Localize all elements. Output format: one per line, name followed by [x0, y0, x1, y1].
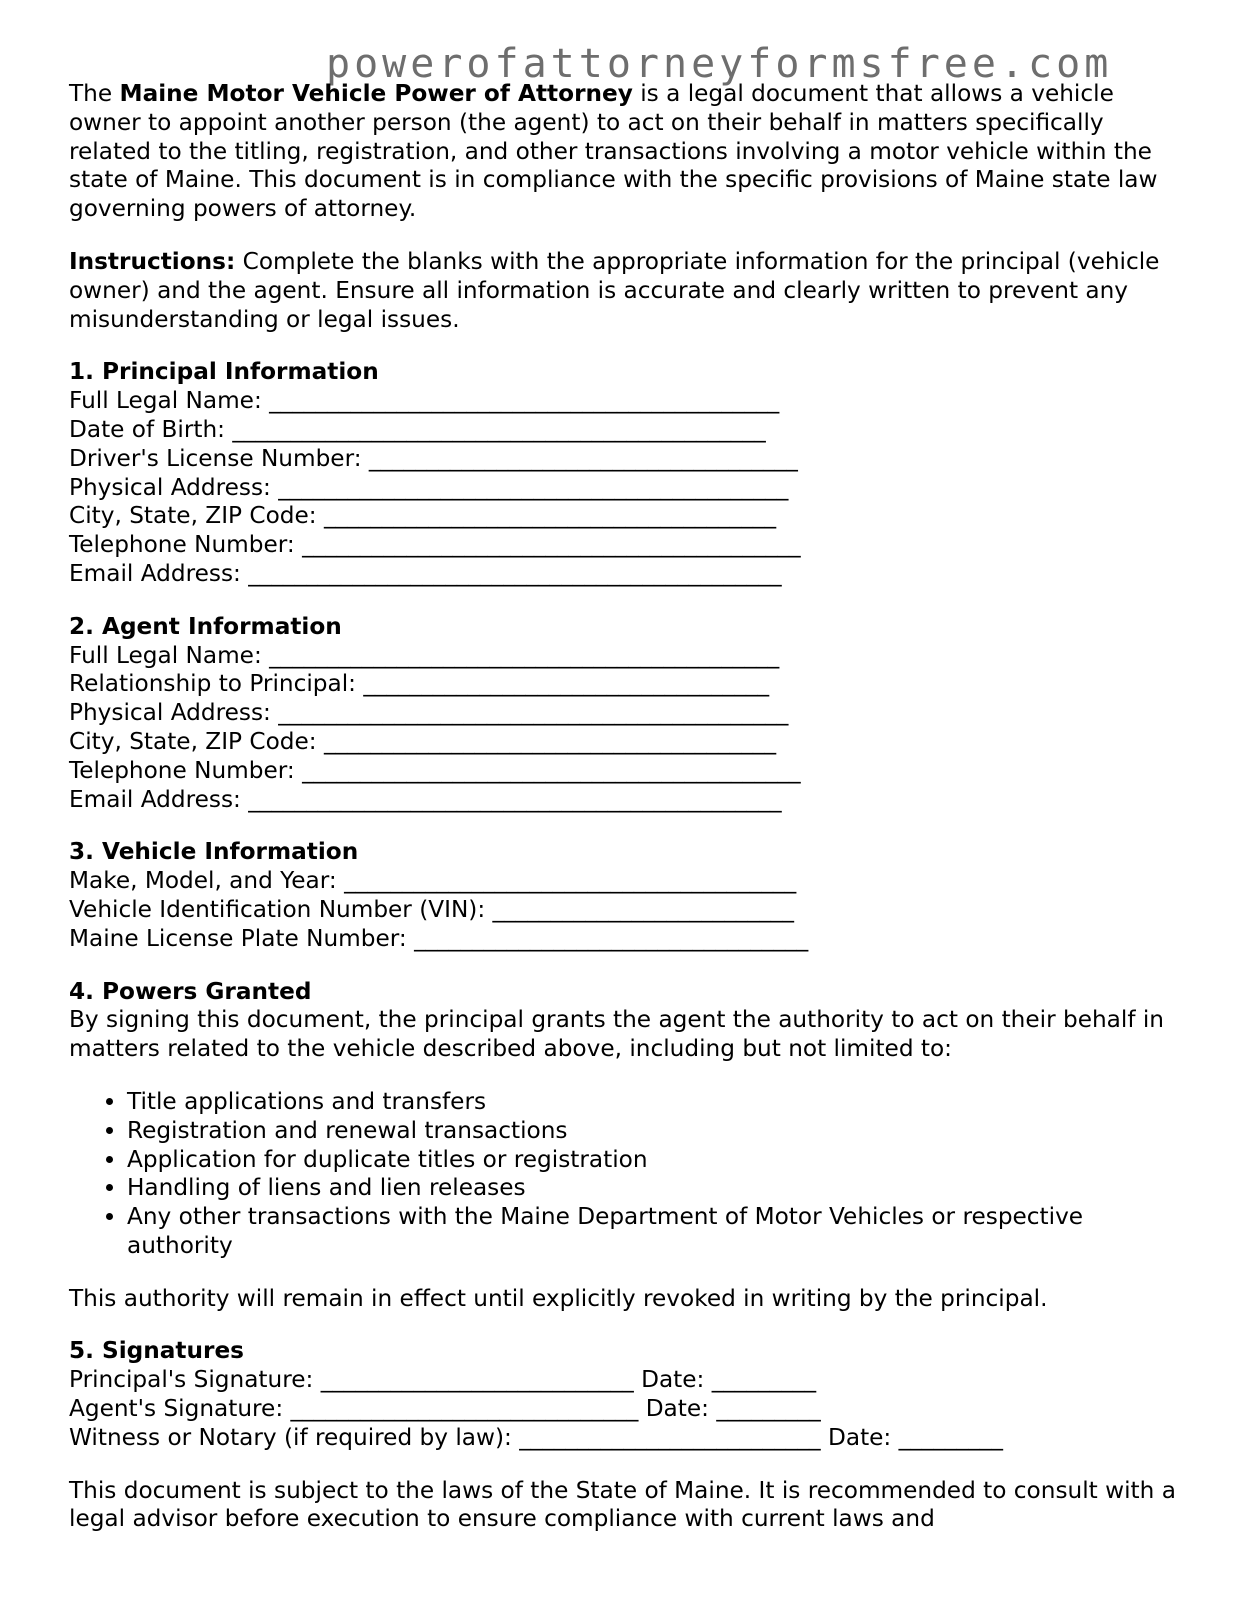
field-label: Driver's License Number: — [69, 444, 362, 472]
principal-address-field[interactable] — [69, 474, 1179, 503]
signatures-heading: 5. Signatures — [69, 1337, 244, 1365]
field-blank[interactable]: ____________________________________________ — [269, 641, 780, 669]
signature-blank[interactable]: ______________________________ — [290, 1395, 639, 1423]
watermark-text: powerofattorneyformsfree.com — [326, 41, 1113, 87]
agent-full-name-field[interactable] — [69, 642, 1179, 671]
field-label: Principal's Signature: — [69, 1366, 314, 1394]
vehicle-section — [69, 838, 1179, 953]
date-label: Date: — [645, 1395, 709, 1423]
list-item: • Any other transactions with the Maine Department of Motor Vehicles or respective authority — [127, 1203, 1179, 1261]
agent-email-field[interactable] — [69, 786, 1179, 815]
date-blank[interactable]: _________ — [711, 1366, 817, 1394]
field-label: Agent's Signature: — [69, 1395, 284, 1423]
principal-phone-field[interactable] — [69, 531, 1179, 560]
list-item: • Title applications and transfers — [127, 1088, 1179, 1117]
date-label: Date: — [641, 1366, 705, 1394]
field-label: Full Legal Name: — [69, 641, 262, 669]
field-blank[interactable]: _______________________________________ — [323, 502, 777, 530]
instructions-text: Complete the blanks with the appropriate information for the principal (vehicle owner) and the agent. Ensure all information is accurate and clearly written to prevent any misunderstanding or legal issues. — [69, 247, 1160, 333]
principal-full-name-field[interactable] — [69, 387, 1179, 416]
field-blank[interactable]: ______________________________________________ — [248, 785, 782, 813]
agent-section — [69, 613, 1179, 815]
field-label: Full Legal Name: — [69, 387, 262, 415]
field-blank[interactable]: _______________________________________ — [344, 867, 797, 895]
signature-blank[interactable]: __________________________ — [519, 1423, 821, 1451]
vehicle-make-field[interactable] — [69, 867, 1179, 896]
field-label: Email Address: — [69, 559, 241, 587]
principal-signature-line[interactable] — [69, 1366, 1179, 1395]
principal-heading: 1. Principal Information — [69, 358, 379, 386]
field-label: Physical Address: — [69, 699, 271, 727]
date-label: Date: — [828, 1423, 892, 1451]
field-label: Make, Model, and Year: — [69, 867, 337, 895]
vehicle-heading: 3. Vehicle Information — [69, 838, 359, 866]
agent-city-field[interactable] — [69, 728, 1179, 757]
intro-paragraph — [69, 80, 1179, 224]
field-label: City, State, ZIP Code: — [69, 727, 317, 755]
agent-signature-line[interactable] — [69, 1395, 1179, 1424]
field-blank[interactable]: ____________________________________________ — [278, 473, 789, 501]
instructions-label: Instructions: — [69, 247, 236, 275]
list-item: • Handling of liens and lien releases — [127, 1174, 1179, 1203]
principal-dob-field[interactable] — [69, 416, 1179, 445]
agent-phone-field[interactable] — [69, 757, 1179, 786]
vehicle-vin-field[interactable] — [69, 896, 1179, 925]
field-blank[interactable]: ____________________________________________ — [269, 387, 780, 415]
field-blank[interactable]: ___________________________________________ — [302, 531, 801, 559]
document-body — [69, 80, 1179, 1534]
field-label: Maine License Plate Number: — [69, 924, 407, 952]
document-title: Maine Motor Vehicle Power of Attorney — [119, 80, 633, 107]
field-blank[interactable]: __________________________ — [492, 895, 794, 923]
field-label: Telephone Number: — [69, 756, 295, 784]
field-label: Telephone Number: — [69, 531, 295, 559]
agent-address-field[interactable] — [69, 699, 1179, 728]
powers-section — [69, 978, 1179, 1314]
intro-text: is a legal document that allows a vehicle owner to appoint another person (the agent) to act on their behalf in matters specifically related to the titling, registration, and other transactions involving a motor vehicle within the state of Maine. This document is in compliance with the specific provisions of Maine state law governing powers of attorney. — [69, 80, 1158, 223]
agent-relationship-field[interactable] — [69, 670, 1179, 699]
field-label: Vehicle Identification Number (VIN): — [69, 895, 486, 923]
field-label: City, State, ZIP Code: — [69, 502, 317, 530]
list-item: • Registration and renewal transactions — [127, 1117, 1179, 1146]
footer-paragraph: This document is subject to the laws of the State of Maine. It is recommended to consult with a legal advisor before execution to ensure compliance with current laws and — [69, 1476, 1176, 1533]
principal-license-field[interactable] — [69, 445, 1179, 474]
vehicle-plate-field[interactable] — [69, 925, 1179, 954]
signatures-section — [69, 1337, 1179, 1452]
intro-prefix: The — [69, 80, 120, 107]
field-blank[interactable]: ___________________________________ — [363, 670, 770, 698]
date-blank[interactable]: _________ — [898, 1423, 1003, 1451]
field-label: Physical Address: — [69, 473, 271, 501]
field-blank[interactable]: ______________________________________________ — [232, 415, 766, 443]
field-label: Date of Birth: — [69, 415, 225, 443]
field-blank[interactable]: _______________________________________ — [323, 727, 777, 755]
principal-email-field[interactable] — [69, 560, 1179, 589]
field-blank[interactable]: _____________________________________ — [368, 444, 798, 472]
agent-heading: 2. Agent Information — [69, 612, 342, 640]
principal-city-field[interactable] — [69, 502, 1179, 531]
field-blank[interactable]: ____________________________________________ — [278, 699, 789, 727]
field-label: Relationship to Principal: — [69, 670, 356, 698]
field-blank[interactable]: ______________________________________________ — [248, 559, 782, 587]
powers-closing: This authority will remain in effect until explicitly revoked in writing by the principal. — [69, 1284, 1048, 1312]
field-blank[interactable]: ___________________________________________ — [302, 756, 801, 784]
witness-signature-line[interactable] — [69, 1424, 1179, 1453]
signature-blank[interactable]: ___________________________ — [320, 1366, 634, 1394]
powers-heading: 4. Powers Granted — [69, 977, 312, 1005]
field-label: Email Address: — [69, 785, 241, 813]
instructions-paragraph — [69, 248, 1179, 334]
principal-section — [69, 358, 1179, 588]
field-blank[interactable]: __________________________________ — [414, 924, 809, 952]
field-label: Witness or Notary (if required by law): — [69, 1423, 512, 1451]
list-item: • Application for duplicate titles or registration — [127, 1146, 1179, 1175]
date-blank[interactable]: _________ — [716, 1395, 821, 1423]
powers-text: By signing this document, the principal grants the agent the authority to act on their behalf in matters related to the vehicle described above, including but not limited to: — [69, 1006, 1164, 1063]
powers-list — [69, 1088, 1179, 1261]
